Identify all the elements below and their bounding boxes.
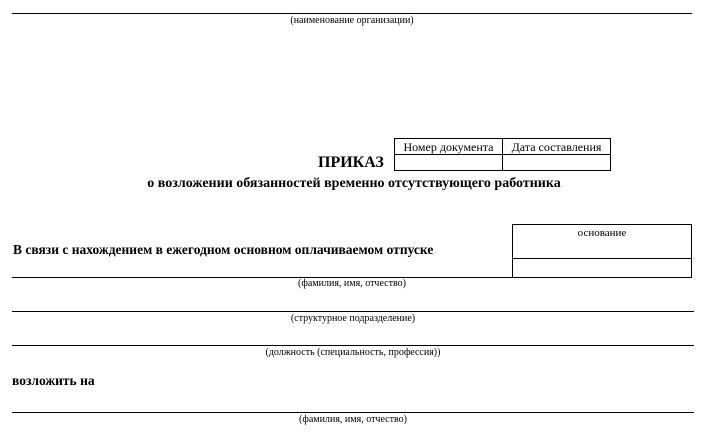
basis-value-cell[interactable]: [513, 259, 692, 278]
doc-number-date-table: [394, 138, 611, 171]
order-subtitle: о возложении обязанностей временно отсутствующего работника: [147, 176, 561, 191]
department-line[interactable]: [12, 311, 694, 312]
organization-caption: (наименование организации): [290, 15, 414, 26]
basis-label: основание: [513, 225, 692, 259]
position-caption: (должность (специальность, профессия)): [265, 347, 441, 358]
absent-fio-caption: (фамилия, имя, отчество): [298, 278, 406, 289]
doc-number-cell[interactable]: [395, 155, 503, 171]
doc-date-header: Дата составления: [503, 139, 611, 155]
order-title: ПРИКАЗ: [318, 154, 384, 171]
doc-number-header: Номер документа: [395, 139, 503, 155]
assignee-fio-caption: (фамилия, имя, отчество): [299, 414, 407, 425]
basis-table: [512, 224, 692, 278]
reason-text: В связи с нахождением в ежегодном основном оплачиваемом отпуске: [13, 242, 434, 257]
doc-date-cell[interactable]: [503, 155, 611, 171]
department-caption: (структурное подразделение): [290, 313, 416, 324]
assign-text: возложить на: [12, 373, 95, 388]
position-line[interactable]: [12, 345, 694, 346]
assignee-fio-line[interactable]: [12, 412, 694, 413]
organization-line[interactable]: [12, 13, 692, 14]
